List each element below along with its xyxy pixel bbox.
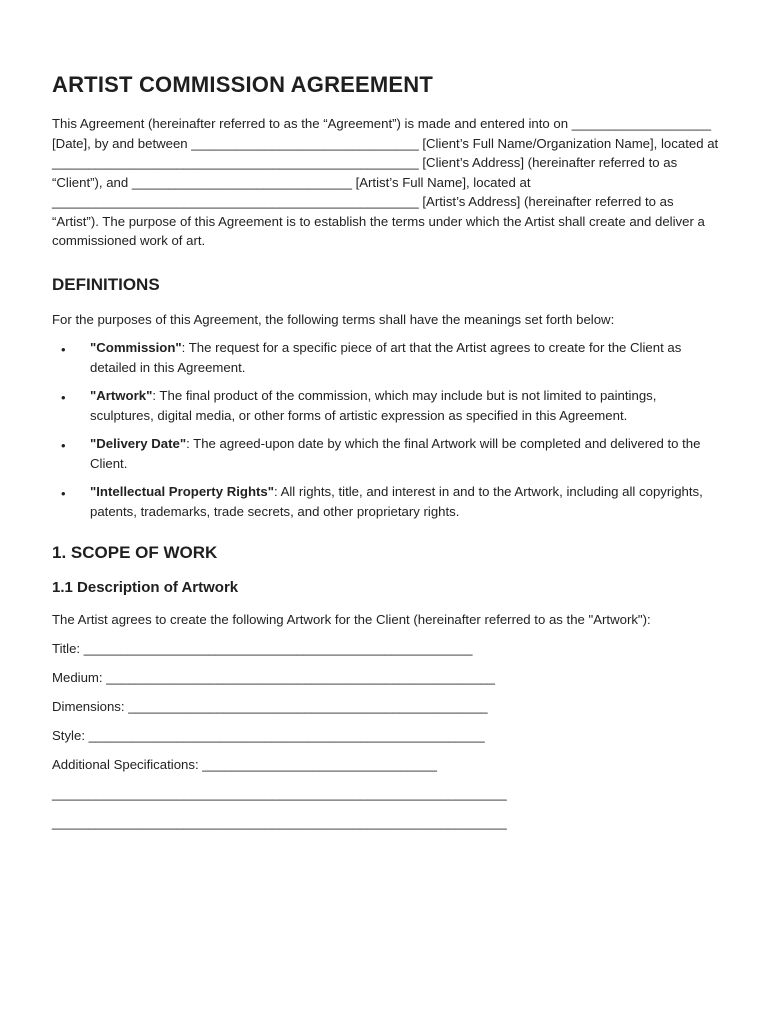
document-body — [52, 70, 720, 842]
additional-specifications-blank-line[interactable]: ________________________________ — [202, 756, 437, 772]
bullet-icon: • — [61, 390, 66, 405]
style-blank-line[interactable]: ______________________________________________________ — [88, 727, 485, 743]
document-title: ARTIST COMMISSION AGREEMENT — [52, 72, 434, 97]
definition-text: : The request for a specific piece of art that the Artist agrees to create for the Client as detailed in this Agreement. — [90, 340, 682, 375]
additional-specifications-line[interactable]: ______________________________________________________________ — [52, 785, 507, 801]
definition-term: "Artwork" — [90, 388, 153, 403]
bullet-icon: • — [61, 486, 66, 501]
definition-term: "Intellectual Property Rights" — [90, 484, 274, 499]
definitions-lead: For the purposes of this Agreement, the following terms shall have the meanings set forth below: — [52, 311, 615, 327]
title-label: Title: — [52, 640, 84, 656]
dimensions-field[interactable] — [52, 697, 720, 717]
definition-text: : All rights, title, and interest in and to the Artwork, including all copyrights, patents, trademarks, trade secrets, and other proprietary rights. — [90, 484, 703, 519]
definition-item — [52, 434, 720, 473]
medium-label: Medium: — [52, 669, 107, 685]
bullet-icon: • — [61, 438, 66, 453]
definition-item — [52, 338, 720, 377]
additional-specifications-line[interactable]: ______________________________________________________________ — [52, 814, 507, 830]
title-blank-line[interactable]: _____________________________________________________ — [83, 640, 473, 656]
artwork-description-lead: The Artist agrees to create the following Artwork for the Client (hereinafter referred to as the "Artwork"): — [52, 612, 651, 627]
intro-paragraph: This Agreement (hereinafter referred to as the “Agreement”) is made and entered into on ___________________ [Date], by and between _______________________________ [Client’s Full Name/Organization Name], located at __________________________________________________ [Client’s Address] (hereinafter referred to as “Client”), and ______________________________ [Artist’s Full Name], located at __________________________________________________ [Artist’s Address] (hereinafter referred to as “Artist”). The purpose of this Agreement is to establish the terms under which the Artist shall create and deliver a commissioned work of art. — [52, 116, 719, 248]
definition-text: : The final product of the commission, which may include but is not limited to paintings, sculptures, digital media, or other forms of artistic expression as specified in this Agreement. — [90, 388, 657, 423]
dimensions-label: Dimensions: — [52, 698, 129, 714]
medium-field[interactable] — [52, 668, 720, 688]
definitions-heading: DEFINITIONS — [52, 274, 160, 294]
artwork-description-subheading: 1.1 Description of Artwork — [52, 579, 239, 596]
definition-item — [52, 386, 720, 425]
bullet-icon: • — [61, 342, 66, 357]
definition-term: "Commission" — [90, 340, 182, 355]
definition-item — [52, 482, 720, 521]
style-label: Style: — [52, 727, 89, 743]
scope-heading: 1. SCOPE OF WORK — [52, 543, 218, 562]
title-field[interactable] — [52, 639, 720, 659]
style-field[interactable] — [52, 726, 720, 746]
additional-specifications-label: Additional Specifications: — [52, 756, 203, 772]
medium-blank-line[interactable]: _____________________________________________________ — [106, 669, 495, 685]
definitions-list — [52, 338, 720, 521]
definition-text: : The agreed-upon date by which the final Artwork will be completed and delivered to the Client. — [90, 436, 701, 471]
definition-term: "Delivery Date" — [90, 436, 187, 451]
dimensions-blank-line[interactable]: _________________________________________________ — [128, 698, 488, 714]
additional-specifications-field[interactable] — [52, 755, 720, 775]
